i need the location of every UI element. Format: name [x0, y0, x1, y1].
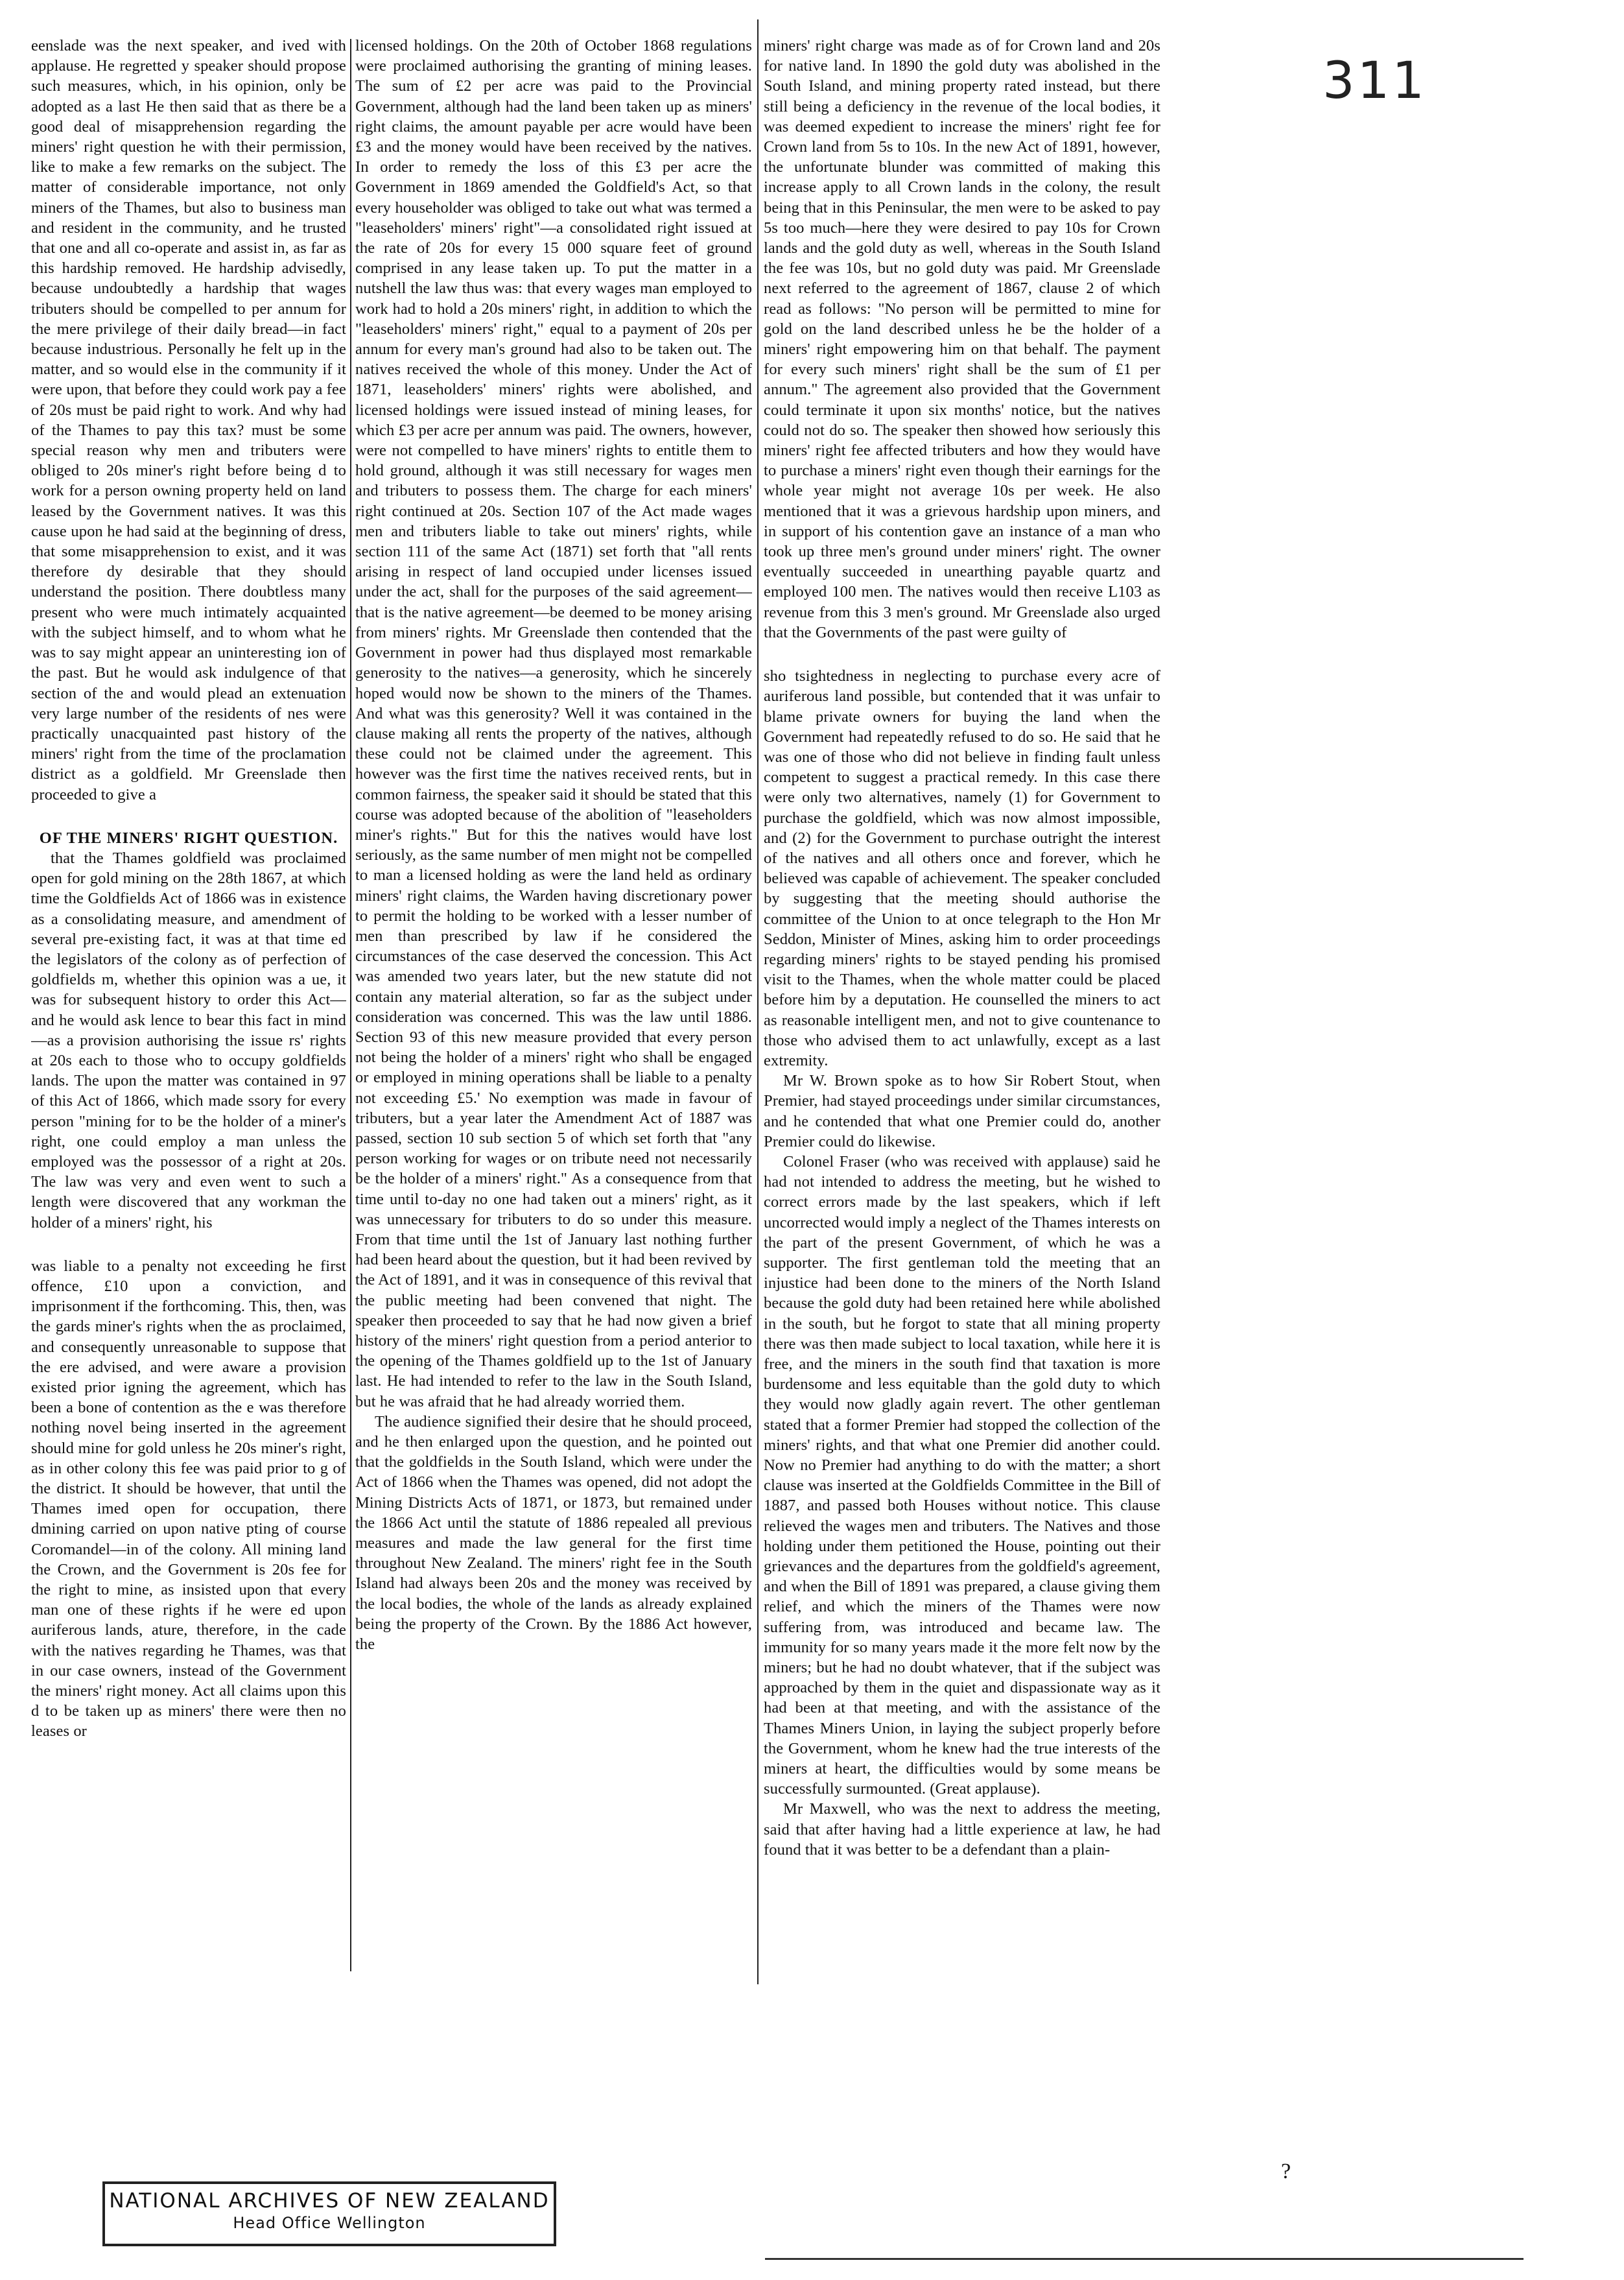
paragraph: The audience signified their desire that he should proceed, and he then enlarged upon the question, and he pointed out that the goldfields in the South Island, which were under the Act of 1866 when the Thames was opened, did not adopt the Mining Districts Acts of 1871, or 1873, but remained under the 1866 Act until the statute of 1886 repealed all previous measures and made the law general for the first time throughout New Zealand. The miners' right fee in the South Island had always been 20s and the money was received by the local bodies, the whole of the lands as already explained being the property of the Crown. By the 1886 Act however, the: [355, 1412, 752, 1654]
page-number: 311: [1323, 52, 1427, 110]
archive-stamp: [102, 2181, 556, 2246]
paragraph: sho tsightedness in neglecting to purchase every acre of auriferous land possible, but contended that it was unfair to blame private owners for buying the land when the Government had repeatedly refused to do so. He said that he was one of those who did not believe in finding fault unless competent to suggest a practical remedy. In this case there were only two alternatives, namely (1) for Government to purchase the goldfield, which was now almost impossible, and (2) for the Government to purchase outright the interest of the natives and all others once and forever, which he believed was capable of achievement. The speaker concluded by suggesting that the meeting should authorise the committee of the Union to at once telegraph to the Hon Mr Seddon, Minister of Mines, asking him to order proceedings regarding miners' rights to be stayed pending his promised visit to the Thames, when the whole matter could be placed before him by a deputation. He counselled the miners to act as reasonable intelligent men, and not to give countenance to those who advised them to act unlawfully, except as a last extremity.: [764, 667, 1160, 1069]
paragraph: Colonel Fraser (who was received with applause) said he had not intended to address the meeting, but he wished to correct errors made by the last speakers, which if left uncorrected would imply a neglect of the Thames interests on the part of the present Government, of which he was a supporter. The first gentleman told the meeting that an injustice had been done to the miners of the North Island because the gold duty had been retained here while abolished in the south, but he forgot to state that all mining property there was then made subject to local taxation, while here it is free, and the miners in the south find that taxation is more burdensome and less equitable than the gold duty to which they would now gladly again revert. The other gentleman stated that a former Premier had stopped the collection of the miners' rights, and that what one Premier did another could. Now no Premier had anything to do with the matter; a short clause was inserted at the Goldfields Committee in the Bill of 1887, and passed both Houses without notice. This clause relieved the wages men and tributers. The Natives and those holding under them petitioned the House, pointing out their grievances and the departures from the goldfield's agreement, and when the Bill of 1891 was prepared, a clause giving them relief, and which the miners of the Thames were now suffering from, was introduced and became law. The immunity for so many years made it the more felt now by the miners; but he had no doubt whatever, that if the subject was approached by them in the quiet and dispassionate way as it had been at that meeting, and with the assistance of the Thames Miners Union, in laying the subject properly before the Government, whom he knew had the true interests of the miners at heart, the difficulties would by some means be successfully surmounted. (Great applause).: [764, 1152, 1160, 1798]
paragraph: was liable to a penalty not exceeding he first offence, £10 upon a conviction, and imprisonment if the forthcoming. This, then, was the gards miner's rights when the as proclaimed, and consequently unreasonable to suppose that the ere advised, and were aware a provision existed prior igning the agreement, which has been a bone of contention as the e was therefore nothing novel being inserted in the agreement should mine for gold unless he 20s miner's right, as in other colony this fee was paid prior to g of the district. It should be however, that until the Thames imed open for occupation, there dmining carried on upon native pting of course Coromandel—in of the colony. All mining land the Crown, and the Government is 20s fee for the right to mine, as insisted upon that every man one of these rights if he were ed upon auriferous lands, ature, therefore, in the cade with the natives regarding he Thames, was that in our case owners, instead of the Government the miners' right money. Act all claims upon this d to be taken up as miners' there were then no leases or: [31, 1257, 346, 1740]
column-3: [764, 36, 1160, 2240]
paragraph: Mr Maxwell, who was the next to address the meeting, said that after having had a little experience at law, he had found that it was better to be a defendant than a plain-: [764, 1800, 1160, 1858]
column-separator-1: [350, 39, 351, 1971]
margin-mark: ?: [1281, 2159, 1291, 2183]
column-separator-2: [757, 19, 759, 1984]
paragraph: miners' right charge was made as of for Crown land and 20s for native land. In 1890 the gold duty was abolished in the South Island, and mining property rated instead, but there still being a deficiency in the revenue of the local bodies, it was deemed expedient to increase the miners' right fee for Crown land from 5s to 10s. In the new Act of 1891, however, the unfortunate blunder was committed of making this increase apply to all Crown lands in the colony, the result being that in this Peninsular, the men were to be asked to pay 5s too much—here they were desired to pay 10s for Crown lands and the gold duty as well, whereas in the South Island the fee was 10s, but no gold duty was paid. Mr Greenslade next referred to the agreement of 1867, clause 2 of which read as follows: "No person will be permitted to mine for gold on the land described unless he be the holder of a miners' right empowering him on that behalf. The payment for every such miners' right shall be the sum of £1 per annum." The agreement also provided that the Government could terminate it upon six months' notice, but the natives could not do so. The speaker then showed how seriously this miners' right fee affected tributers and how they would have to purchase a miners' right even though their earnings for the whole year might not average 10s per week. He also mentioned that it was a grievous hardship upon miners, and in support of his contention gave an instance of a man who took up three men's ground under miners' right. The owner eventually succeeded in unearthing payable quartz and employed 100 men. The natives would then receive L103 as revenue from this 3 men's ground. Mr Greenslade also urged that the Governments of the past were guilty of: [764, 37, 1160, 641]
paragraph: licensed holdings. On the 20th of October 1868 regulations were proclaimed authorising the granting of mining leases. The sum of £2 per acre was paid to the Provincial Government, although had the land been taken up as miners' right claims, the amount payable per acre would have been £3 and the money would have been received by the natives. In order to remedy the loss of this £3 per acre the Government in 1869 amended the Goldfield's Act, so that every householder was obliged to take out what was termed a "leaseholders' miners' right"—a consolidated right issued at the rate of 20s for every 15 000 square feet of ground comprised in any lease taken up. To put the matter in a nutshell the law thus was: that every wages man employed to work had to hold a 20s miners' right, in addition to which the "leaseholders' miners' right," equal to a payment of 20s per annum for every man's ground had also to be taken out. The natives received the whole of this money. Under the Act of 1871, leaseholders' miners' rights were abolished, and licensed holdings were issued instead of mining leases, for which £3 per acre per annum was paid. The owners, however, were not compelled to have miners' rights to entitle them to hold ground, although it was still necessary for wages men and tributers to possess them. The charge for each miners' right continued at 20s. Section 107 of the Act made wages men and tributers liable to take out miners' rights, while section 111 of the same Act (1871) set forth that "all rents arising in respect of land occupied under licenses issued under the act, shall for the purposes of the said agreement—that is the native agreement—be deemed to be money arising from miners' rights. Mr Greenslade then contended that the Government in power had thus displayed most remarkable generosity to the natives—a generosity, which he sincerely hoped would now be shown to the miners of the Thames. And what was this generosity? Well it was contained in the clause making all rents the property of the natives, although these could not be claimed under the agreement. This however was the first time the natives received rents, but in common fairness, the speaker said it should be stated that this course was adopted because of the abolition of "leaseholders miner's rights." But for this the natives would have lost seriously, as the same number of men might not be compelled to man a licensed holding as were the land held as ordinary miners' right claims, the Warden having discretionary power to permit the holding to be worked with a lesser number of men than prescribed by law if he considered the circumstances of the case deserved the concession. This Act was amended two years later, but the new statute did not contain any material alteration, so far as the subject under consideration was concerned. This was the law until 1886. Section 93 of this new measure provided that every person not being the holder of a miners' right who shall be engaged or employed in mining operations shall be liable to a penalty not exceeding £5.' No exemption was made in favour of tributers, but a year later the Amendment Act of 1887 was passed, section 10 sub section 5 of which set forth that "any person working for wages or on tribute need not necessarily be the holder of a miners' right." As a consequence from that time until to-day no one had taken out a miners' right, as it was unnecessary for tributers to do so under this measure. From that time until the 1st of January last nothing further had been heard about the question, but it had been revived by the Act of 1891, and it was in consequence of this revival that the public meeting had been convened that night. The speaker then proceeded to say that he had now given a brief history of the miners' right question from a period anterior to the opening of the Thames goldfield up to the 1st of January last. He had intended to refer to the law in the South Island, but he was afraid that he had already worried them.: [355, 37, 752, 1410]
section-heading: OF THE MINERS' RIGHT QUESTION.: [39, 829, 338, 847]
column-1: [31, 36, 346, 1981]
archive-stamp-title: NATIONAL ARCHIVES OF NEW ZEALAND: [109, 2189, 550, 2213]
paragraph: Mr W. Brown spoke as to how Sir Robert Stout, when Premier, had stayed proceedings under similar circumstances, and he contended that what one Premier could do, another Premier could do likewise.: [764, 1072, 1160, 1150]
paragraph: that the Thames goldfield was proclaimed open for gold mining on the 28th 1867, at which time the Goldfields Act of 1866 was in existence as a consolidating measure, and amendment of several pre-existing fact, it was at that time ed the legislators of the colony as of perfection of goldfields m, whether this opinion was a ue, it was for subsequent history to order this Act—and he would ask lence to bear this fact in mind—as a provision authorising the issue rs' rights at 20s each to those who to occupy goldfields lands. The upon the matter was contained in 97 of this Act of 1866, which made ssory for every person "mining for to be the holder of a miner's right, one could employ a man unless the employed was the possessor of a right at 20s. The law was very and even went to such a length were discovered that any workman the holder of a miners' right, his: [31, 849, 346, 1231]
paragraph: eenslade was the next speaker, and ived with applause. He regretted y speaker should propose such measures, which, in his opinion, only be adopted as a last He then said that as there be a good deal of misapprehension regarding the miners' right question he with their permission, like to make a few remarks on the subject. The matter of considerable importance, not only miners of the Thames, but also to business man and resident in the community, and he trusted that one and all co-operate and assist in, as far as this hardship removed. He hardship advisedly, because undoubtedly a hardship that wages tributers should be compelled to per annum for the mere privilege of their daily bread—in fact because industrious. Personally he felt up in the matter, and so would else in the community if it were upon, that before they could work pay a fee of 20s must be paid right to work. And why had of the Thames to pay this tax? must be some special reason why men and tributers were obliged to 20s miner's right before being d to work for a person owning property held on land leased by the Government natives. It was this cause upon he had said at the beginning of dress, that some misapprehension to exist, and it was therefore dy desirable that they should understand the position. There doubtless many present who were much intimately acquainted with the subject himself, and to whom what he was to say might appear an uninteresting ion of the past. But he would ask indulgence of that section of the and would plead an extenuation very large number of the residents of nes were practically unacquainted past history of the miners' right from the time of the proclamation district as a goldfield. Mr Greenslade then proceeded to give a: [31, 37, 346, 803]
bottom-rule: [765, 2258, 1524, 2260]
archive-stamp-subtitle: Head Office Wellington: [233, 2214, 426, 2232]
column-2: [355, 36, 752, 2007]
